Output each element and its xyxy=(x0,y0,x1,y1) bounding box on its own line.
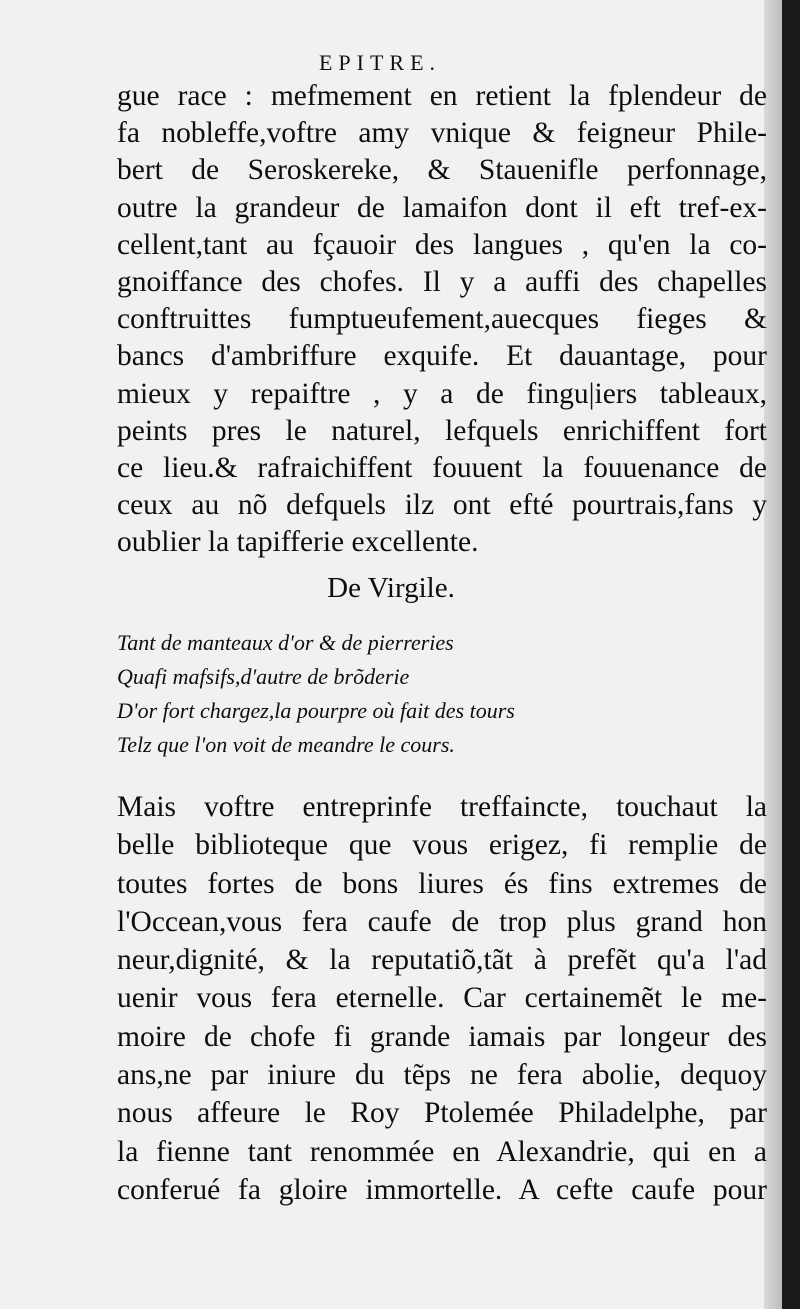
text-line: nous affeure le Roy Ptolemée Philadelphe, par xyxy=(117,1097,767,1130)
verse-line: D'or fort chargez,la pourpre où fait des tours xyxy=(117,698,515,723)
paragraph-1 xyxy=(117,78,767,562)
text-line: neur,dignité, & la reputatiõ,tãt à prefẽt qu'a l'ad xyxy=(117,944,767,977)
text-line: belle biblioteque que vous erigez, fi remplie de xyxy=(117,829,767,862)
text-line: l'Occean,vous fera caufe de trop plus grand hon xyxy=(117,905,767,938)
text-line: fa nobleffe,voftre amy vnique & feigneur Phile- xyxy=(117,117,767,150)
text-line: gue race : mefmement en retient la fplendeur de xyxy=(117,80,767,112)
text-line: gnoiffance des chofes. Il y a auffi des chapelles xyxy=(117,266,767,299)
text-line: oublier la tapifferie excellente. xyxy=(117,526,479,559)
text-line: mieux y repaiftre , y a de fingu|iers tableaux, xyxy=(117,377,767,410)
verse-line: Tant de manteaux d'or & de pierreries xyxy=(117,630,454,655)
text-line: outre la grandeur de lamaifon dont il eft tref-ex- xyxy=(117,191,767,224)
section-heading: De Virgile. xyxy=(327,572,455,604)
text-line: conferué fa gloire immortelle. A cefte caufe pour xyxy=(117,1173,767,1206)
text-line: peints pres le naturel, lefquels enrichiffent fort xyxy=(117,414,767,447)
text-line: moire de chofe fi grande iamais par longeur des xyxy=(117,1020,767,1053)
text-line: ans,ne par iniure du tẽps ne fera abolie, dequoy xyxy=(117,1059,767,1092)
text-line: Mais voftre entreprinfe treffaincte, touchaut la xyxy=(117,791,767,823)
verse-block xyxy=(117,626,717,762)
text-line: conftruittes fumptueufement,auecques fieges & xyxy=(117,303,767,336)
verse-line: Telz que l'on voit de meandre le cours. xyxy=(117,732,455,757)
text-line: cellent,tant au fçauoir des langues , qu'en la co- xyxy=(117,228,767,261)
running-header: EPITRE. xyxy=(318,50,442,75)
verse-line: Quafi mafsifs,d'autre de brõderie xyxy=(117,664,410,689)
text-line: bancs d'ambriffure exquife. Et dauantage, pour xyxy=(117,340,767,373)
text-line: la fienne tant renommée en Alexandrie, qui en a xyxy=(117,1135,767,1168)
paragraph-2 xyxy=(117,788,767,1209)
text-line: uenir vous fera eternelle. Car certainemẽt le me- xyxy=(117,982,767,1015)
text-line: ce lieu.& rafraichiffent fouuent la fouuenance de xyxy=(117,452,767,485)
text-line: bert de Seroskereke, & Stauenifle perfonnage, xyxy=(117,154,767,187)
text-line: ceux au nõ defquels ilz ont efté pourtrais,fans y xyxy=(117,489,767,522)
text-line: toutes fortes de bons liures és fins extremes de xyxy=(117,867,767,900)
